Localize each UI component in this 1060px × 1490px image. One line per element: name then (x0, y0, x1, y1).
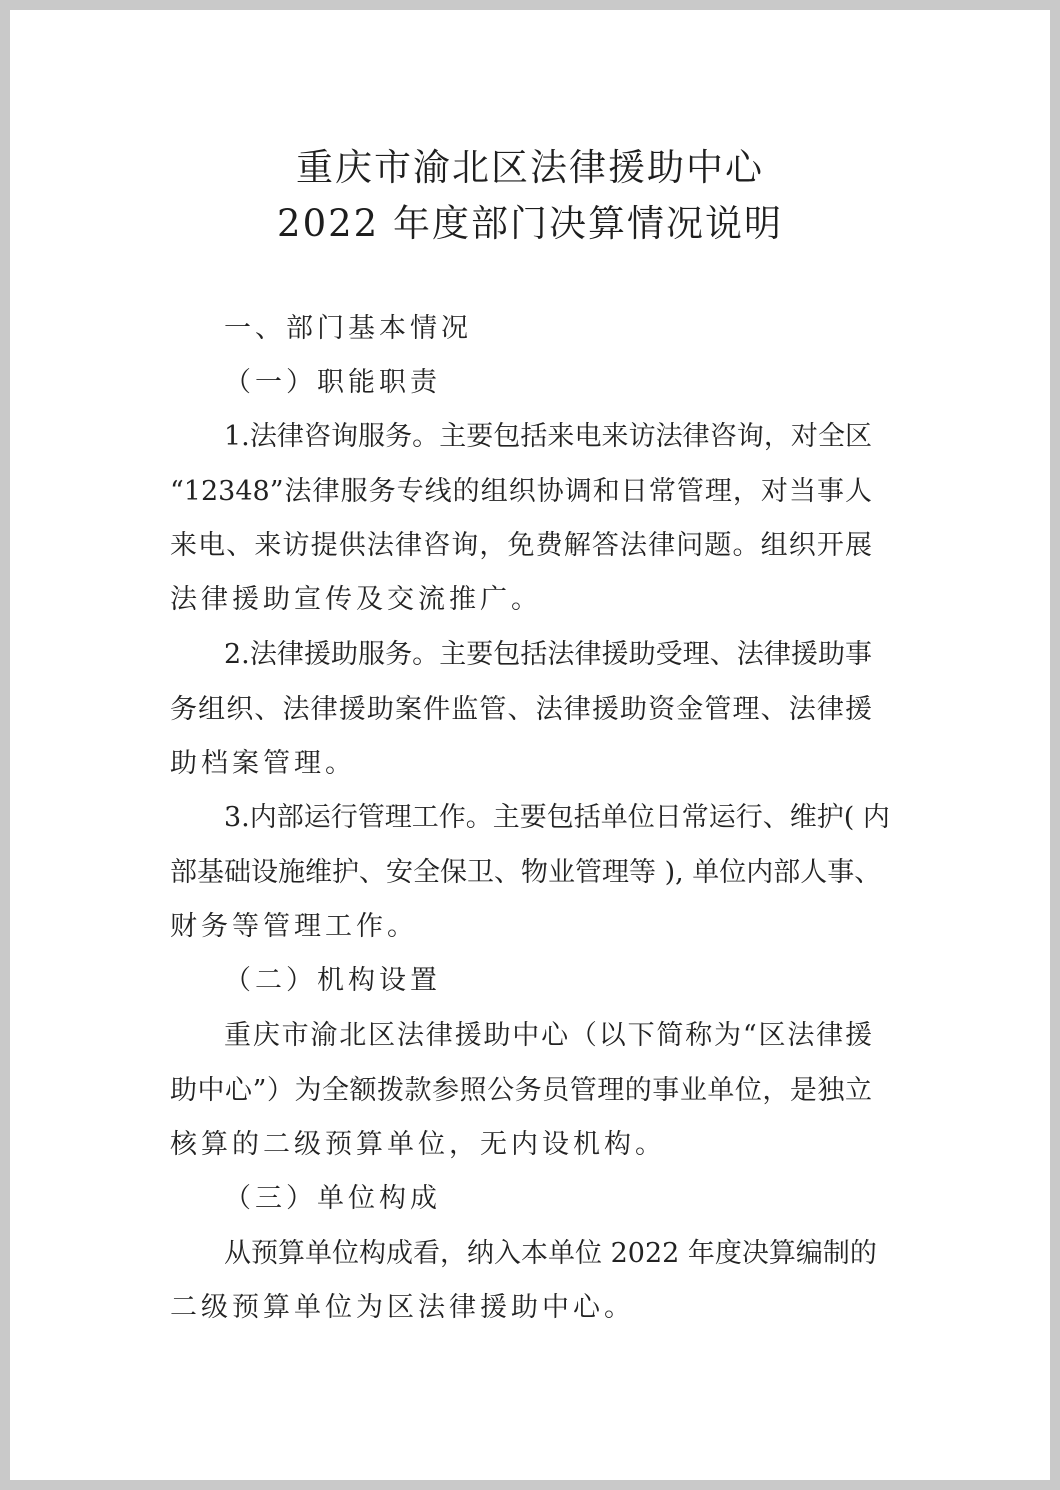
section-heading-basic-info: 一、部门基本情况 (224, 313, 472, 344)
paragraph-legal-consulting-line-4: 法律援助宣传及交流推广。 (170, 584, 542, 615)
paragraph-internal-management-line-1: 3.内部运行管理工作。主要包括单位日常运行、维护( 内 (224, 802, 890, 833)
paragraph-organization-line-2: 助中心”）为全额拨款参照公务员管理的事业单位，是独立 (170, 1075, 872, 1106)
paragraph-legal-consulting-line-2: “12348”法律服务专线的组织协调和日常管理，对当事人 (170, 476, 872, 507)
subsection-heading-functions: （一）职能职责 (224, 367, 441, 398)
paragraph-organization-line-3: 核算的二级预算单位，无内设机构。 (170, 1129, 666, 1160)
document-page (10, 10, 1050, 1480)
paragraph-unit-composition-line-1: 从预算单位构成看，纳入本单位 2022 年度决算编制的 (224, 1238, 877, 1269)
paragraph-legal-consulting-line-3: 来电、来访提供法律咨询，免费解答法律问题。组织开展 (170, 530, 872, 561)
paragraph-legal-aid-line-2: 务组织、法律援助案件监管、法律援助资金管理、法律援 (170, 694, 872, 725)
paragraph-internal-management-line-3: 财务等管理工作。 (170, 911, 418, 942)
paragraph-legal-consulting-line-1: 1.法律咨询服务。主要包括来电来访法律咨询，对全区 (224, 421, 872, 452)
paragraph-legal-aid-line-1: 2.法律援助服务。主要包括法律援助受理、法律援助事 (224, 639, 872, 670)
document-title-line-2: 2022 年度部门决算情况说明 (277, 202, 783, 245)
subsection-heading-unit-composition: （三）单位构成 (224, 1183, 441, 1214)
paragraph-unit-composition-line-2: 二级预算单位为区法律援助中心。 (170, 1292, 635, 1323)
paragraph-organization-line-1: 重庆市渝北区法律援助中心（以下简称为“区法律援 (224, 1020, 872, 1051)
document-title-line-1: 重庆市渝北区法律援助中心 (296, 146, 764, 189)
paragraph-legal-aid-line-3: 助档案管理。 (170, 748, 356, 779)
subsection-heading-organization: （二）机构设置 (224, 965, 441, 996)
paragraph-internal-management-line-2: 部基础设施维护、安全保卫、物业管理等 ), 单位内部人事、 (170, 857, 882, 888)
